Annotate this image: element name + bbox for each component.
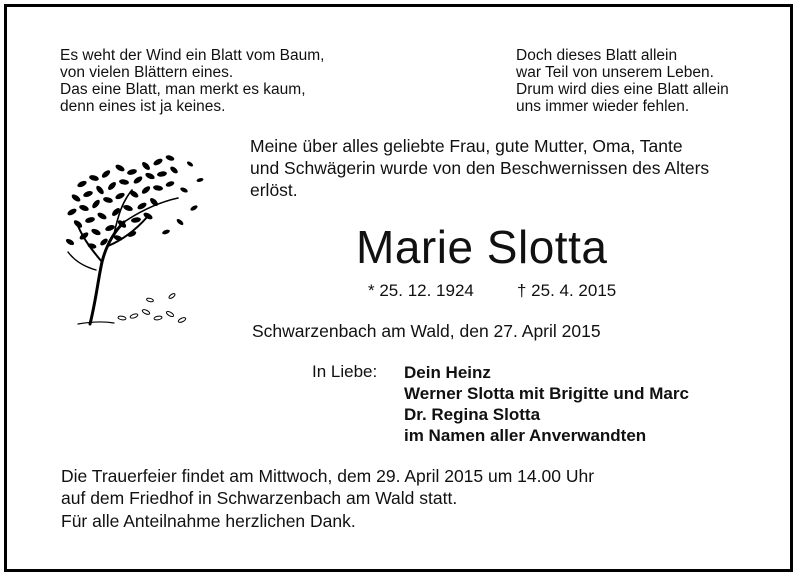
- death-date: † 25. 4. 2015: [517, 281, 617, 300]
- poem-right-line: uns immer wieder fehlen.: [516, 98, 690, 115]
- deceased-name: Marie Slotta: [356, 221, 608, 273]
- thanks-text: Für alle Anteilnahme herzlichen Dank.: [61, 511, 356, 531]
- poem-right-line: Drum wird dies eine Blatt allein: [516, 81, 729, 98]
- mourners-list: [404, 362, 689, 446]
- service-line: auf dem Friedhof in Schwarzenbach am Wald statt.: [61, 488, 458, 508]
- windblown-tree-icon: [62, 150, 212, 330]
- intro-line: erlöst.: [250, 180, 298, 200]
- birth-date: * 25. 12. 1924: [368, 281, 474, 300]
- poem-right-line: Doch dieses Blatt allein: [516, 47, 678, 64]
- intro-line: Meine über alles geliebte Frau, gute Mutter, Oma, Tante: [250, 136, 683, 156]
- poem-left: [60, 47, 324, 115]
- poem-left-line: Es weht der Wind ein Blatt vom Baum,: [60, 47, 325, 64]
- place-date: Schwarzenbach am Wald, den 27. April 2015: [252, 321, 601, 341]
- intro-line: und Schwägerin wurde von den Beschwernissen des Alters: [250, 158, 710, 178]
- mourner-line: Werner Slotta mit Brigitte und Marc: [404, 384, 689, 403]
- mourner-line: im Namen aller Anverwandten: [404, 426, 647, 445]
- service-line: Die Trauerfeier findet am Mittwoch, dem 29. April 2015 um 14.00 Uhr: [61, 466, 595, 486]
- poem-left-line: Das eine Blatt, man merkt es kaum,: [60, 81, 306, 98]
- mourner-line: Dein Heinz: [404, 363, 491, 382]
- poem-right-line: war Teil von unserem Leben.: [516, 64, 714, 81]
- intro-text: [250, 135, 709, 201]
- poem-right: [516, 47, 729, 115]
- mourner-line: Dr. Regina Slotta: [404, 405, 541, 424]
- in-love-label: In Liebe:: [312, 362, 378, 381]
- poem-left-line: denn eines ist ja keines.: [60, 98, 226, 115]
- service-info: [61, 465, 594, 509]
- poem-left-line: von vielen Blättern eines.: [60, 64, 234, 81]
